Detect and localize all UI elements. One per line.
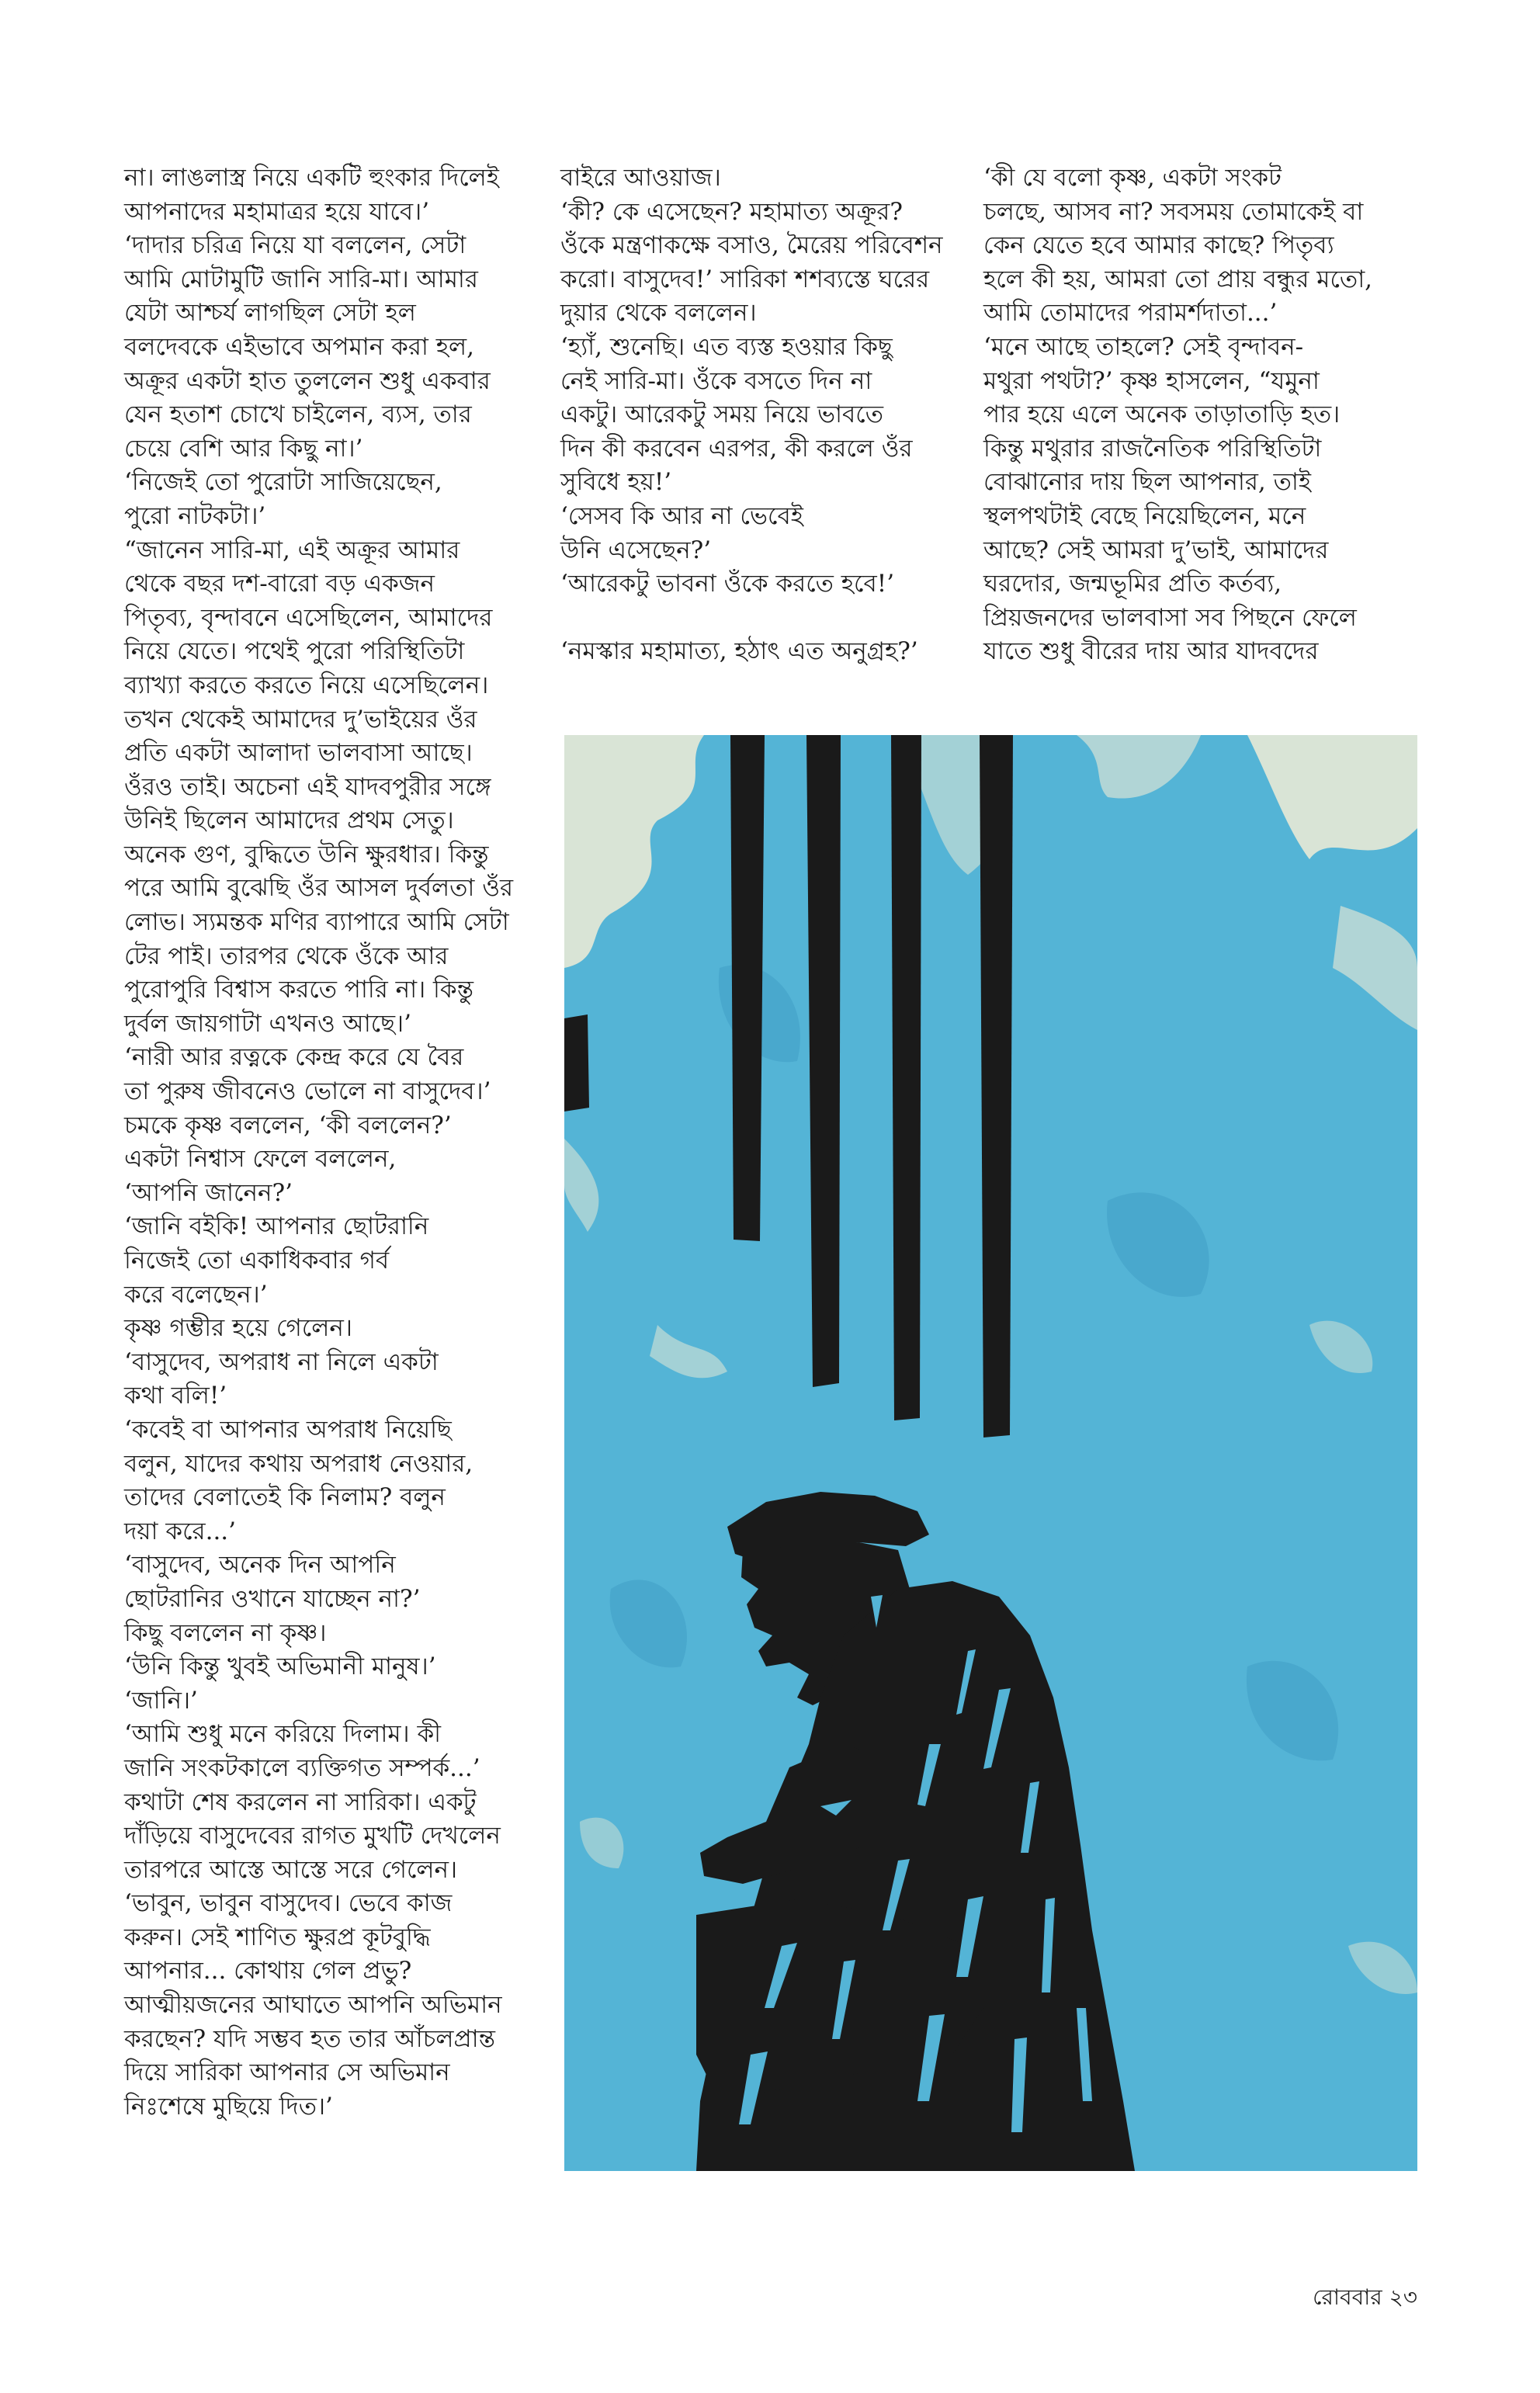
- text-line: দিয়ে সারিকা আপনার সে অভিমান: [124, 2058, 450, 2087]
- text-line: ‘জানি বইকি! আপনার ছোটরানি: [124, 1212, 429, 1241]
- text-line: পার হয়ে এলে অনেক তাড়াতাড়ি হত।: [983, 401, 1341, 429]
- text-line: চলছে, আসব না? সবসময় তোমাকেই বা: [983, 197, 1364, 226]
- text-line: ‘আরেকটু ভাবনা ওঁকে করতে হবে!’: [560, 570, 895, 598]
- text-line: চমকে কৃষ্ণ বললেন, ‘কী বললেন?’: [124, 1111, 452, 1139]
- text-line: পরে আমি বুঝেছি ওঁর আসল দুর্বলতা ওঁর: [124, 874, 514, 903]
- text-line: কিছু বললেন না কৃষ্ণ।: [124, 1618, 327, 1647]
- text-column-left: [124, 161, 536, 2124]
- text-line: তারপরে আস্তে আস্তে সরে গেলেন।: [124, 1855, 458, 1884]
- text-line: ‘দাদার চরিত্র নিয়ে যা বললেন, সেটা: [124, 231, 467, 260]
- text-line: একটু। আরেকটু সময় নিয়ে ভাবতে: [560, 401, 884, 429]
- text-line: ‘আমি শুধু মনে করিয়ে দিলাম। কী: [124, 1720, 442, 1749]
- text-line: দুর্বল জায়গাটা এখনও আছে।’: [124, 1009, 411, 1038]
- text-line: কথাটা শেষ করলেন না সারিকা। একটু: [124, 1788, 477, 1816]
- text-line: করুন। সেই শাণিত ক্ষুরপ্র কূটবুদ্ধি: [124, 1923, 431, 1951]
- text-line: কথা বলি!’: [124, 1382, 227, 1410]
- text-line: প্রতি একটা আলাদা ভালবাসা আছে।: [124, 739, 473, 768]
- text-line: তা পুরুষ জীবনেও ভোলে না বাসুদেব।’: [124, 1077, 491, 1106]
- text-line: কিন্তু মথুরার রাজনৈতিক পরিস্থিতিটা: [983, 434, 1322, 463]
- text-line: আপনাদের মহামাত্রর হয়ে যাবে।’: [124, 197, 430, 226]
- text-line: আছে? সেই আমরা দু’ভাই, আমাদের: [983, 536, 1329, 564]
- text-line: করছেন? যদি সম্ভব হত তার আঁচলপ্রান্ত: [124, 2024, 495, 2053]
- text-line: করো। বাসুদেব!’ সারিকা শশব্যস্তে ঘরের: [560, 265, 930, 293]
- text-line: অনেক গুণ, বুদ্ধিতে উনি ক্ষুরধার। কিন্তু: [124, 840, 489, 869]
- text-line: “জানেন সারি-মা, এই অক্রূর আমার: [124, 536, 460, 564]
- story-illustration: [564, 735, 1417, 2171]
- text-line: পুরো নাটকটা।’: [124, 501, 266, 530]
- text-line: ‘নমস্কার মহামাত্য, হঠাৎ এত অনুগ্রহ?’: [560, 636, 918, 665]
- text-line: বলদেবকে এইভাবে অপমান করা হল,: [124, 332, 474, 361]
- text-line: উনি এসেছেন?’: [560, 536, 712, 564]
- text-line: নিঃশেষে মুছিয়ে দিত।’: [124, 2092, 333, 2121]
- text-line: ‘জানি।’: [124, 1686, 198, 1715]
- text-line: ওঁকে মন্ত্রণাকক্ষে বসাও, মৈরেয় পরিবেশন: [560, 231, 943, 260]
- text-line: পুরোপুরি বিশ্বাস করতে পারি না। কিন্তু: [124, 976, 473, 1004]
- text-line: ‘বাসুদেব, অপরাধ না নিলে একটা: [124, 1347, 439, 1376]
- text-line: তাদের বেলাতেই কি নিলাম? বলুন: [124, 1483, 446, 1512]
- text-line: কৃষ্ণ গম্ভীর হয়ে গেলেন।: [124, 1314, 352, 1343]
- text-line: ঘরদোর, জন্মভূমির প্রতি কর্তব্য,: [983, 570, 1282, 598]
- text-line: ‘নিজেই তো পুরোটা সাজিয়েছেন,: [124, 468, 442, 497]
- text-line: চেয়ে বেশি আর কিছু না।’: [124, 434, 363, 463]
- text-line: ব্যাখ্যা করতে করতে নিয়ে এসেছিলেন।: [124, 671, 489, 699]
- text-line: যেন হতাশ চোখে চাইলেন, ব্যস, তার: [124, 401, 472, 429]
- paragraph-gap: [560, 602, 964, 635]
- page-folio: রোববার ২৩: [1313, 2284, 1417, 2310]
- text-line: জানি সংকটকালে ব্যক্তিগত সম্পর্ক...’: [124, 1753, 480, 1782]
- text-line: যাতে শুধু বীরের দায় আর যাদবদের: [983, 637, 1319, 666]
- text-line: দয়া করে...’: [124, 1517, 237, 1545]
- text-line: ছোটরানির ওখানে যাচ্ছেন না?’: [124, 1584, 421, 1613]
- text-line: ‘সেসব কি আর না ভেবেই: [560, 501, 803, 530]
- text-column-middle: [560, 161, 964, 668]
- text-line: মথুরা পথটা?’ কৃষ্ণ হাসলেন, “যমুনা: [983, 366, 1320, 395]
- text-line: আপনার... কোথায় গেল প্রভু?: [124, 1957, 412, 1985]
- text-line: কেন যেতে হবে আমার কাছে? পিতৃব্য: [983, 231, 1334, 260]
- text-line: আমি তোমাদের পরামর্শদাতা...’: [983, 299, 1278, 328]
- text-line: ‘আপনি জানেন?’: [124, 1178, 293, 1207]
- text-line: আত্মীয়জনের আঘাতে আপনি অভিমান: [124, 1991, 502, 2020]
- text-line: ‘ভাবুন, ভাবুন বাসুদেব। ভেবে কাজ: [124, 1889, 453, 1918]
- text-line: বোঝানোর দায় ছিল আপনার, তাই: [983, 468, 1311, 497]
- text-line: লোভ। স্যমন্তক মণির ব্যাপারে আমি সেটা: [124, 908, 509, 937]
- text-line: ‘কী? কে এসেছেন? মহামাত্য অক্রূর?: [560, 197, 903, 226]
- text-line: করে বলেছেন।’: [124, 1280, 268, 1309]
- text-line: অক্রূর একটা হাত তুললেন শুধু একবার: [124, 366, 491, 395]
- text-line: একটা নিশ্বাস ফেলে বললেন,: [124, 1145, 397, 1174]
- text-line: ‘কী যে বলো কৃষ্ণ, একটা সংকট: [983, 164, 1282, 192]
- text-line: পিতৃব্য, বৃন্দাবনে এসেছিলেন, আমাদের: [124, 603, 493, 632]
- text-line: সুবিধে হয়!’: [560, 468, 672, 497]
- text-line: আমি মোটামুটি জানি সারি-মা। আমার: [124, 265, 478, 293]
- text-line: ‘কবেই বা আপনার অপরাধ নিয়েছি: [124, 1415, 452, 1444]
- text-line: ‘হ্যাঁ, শুনেছি। এত ব্যস্ত হওয়ার কিছু: [560, 332, 893, 361]
- text-line: বলুন, যাদের কথায় অপরাধ নেওয়ার,: [124, 1449, 473, 1478]
- text-column-right: [983, 161, 1418, 669]
- text-block-middle-top: [560, 161, 964, 602]
- text-line: নিজেই তো একাধিকবার গর্ব: [124, 1247, 390, 1275]
- text-line: থেকে বছর দশ-বারো বড় একজন: [124, 570, 435, 598]
- text-line: যেটা আশ্চর্য লাগছিল সেটা হল: [124, 299, 416, 328]
- text-line: প্রিয়জনদের ভালবাসা সব পিছনে ফেলে: [983, 603, 1357, 632]
- text-line: নেই সারি-মা। ওঁকে বসতে দিন না: [560, 366, 872, 395]
- text-line: নিয়ে যেতে। পথেই পুরো পরিস্থিতিটা: [124, 637, 465, 666]
- text-line: হলে কী হয়, আমরা তো প্রায় বন্ধুর মতো,: [983, 265, 1373, 293]
- text-line: না। লাঙলাস্ত্র নিয়ে একটি হুংকার দিলেই: [124, 164, 499, 192]
- text-line: তখন থেকেই আমাদের দু’ভাইয়ের ওঁর: [124, 705, 477, 734]
- text-line: ‘মনে আছে তাহলে? সেই বৃন্দাবন-: [983, 332, 1304, 361]
- text-line: দুয়ার থেকে বললেন।: [560, 299, 757, 328]
- text-line: ওঁরও তাই। অচেনা এই যাদবপুরীর সঙ্গে: [124, 772, 491, 801]
- text-line: টের পাই। তারপর থেকে ওঁকে আর: [124, 942, 449, 970]
- text-line: ‘নারী আর রত্নকে কেন্দ্র করে যে বৈর: [124, 1043, 464, 1072]
- text-line: দাঁড়িয়ে বাসুদেবের রাগত মুখটি দেখলেন: [124, 1822, 501, 1850]
- text-block-middle-bottom: [560, 635, 964, 669]
- text-line: ‘বাসুদেব, অনেক দিন আপনি: [124, 1551, 396, 1580]
- text-line: বাইরে আওয়াজ।: [560, 164, 721, 192]
- text-line: দিন কী করবেন এরপর, কী করলে ওঁর: [560, 434, 913, 463]
- text-line: ‘উনি কিন্তু খুবই অভিমানী মানুষ।’: [124, 1653, 436, 1681]
- text-line: স্থলপথটাই বেছে নিয়েছিলেন, মনে: [983, 501, 1306, 530]
- text-line: উনিই ছিলেন আমাদের প্রথম সেতু।: [124, 806, 454, 835]
